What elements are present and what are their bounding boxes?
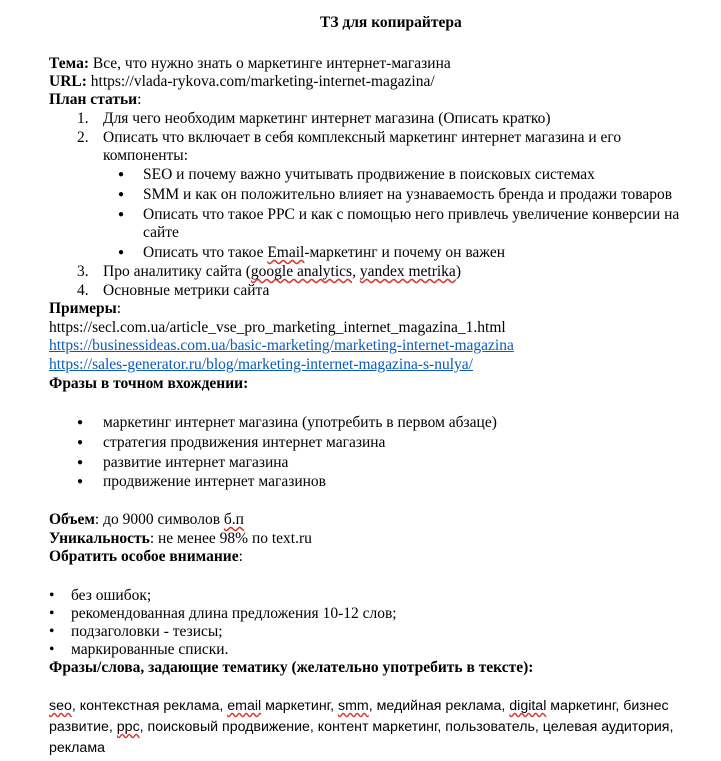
theme-word-email: email [227, 698, 262, 714]
plan-item-1-number: 1. [77, 110, 89, 127]
topic-label: Тема: [49, 55, 89, 72]
plan-heading [49, 90, 141, 109]
topic-value: Все, что нужно знать о маркетинге интернет-магазина [89, 55, 451, 72]
theme-word-seo: seo [49, 698, 72, 714]
plan-item-3-a: Про аналитику сайта ( [103, 263, 251, 280]
exact-phrase-1: маркетинг интернет магазина (употребить в первом абзаце) [103, 414, 497, 431]
exact-phrase-4: продвижение интернет магазинов [103, 473, 326, 490]
theme-text-1: , контекстная реклама, [71, 698, 228, 714]
example-link-3[interactable]: https://sales-generator.ru/blog/marketing-internet-magazina-s-nulya/ [49, 356, 473, 373]
plan-item-3-google: google analytics [250, 263, 353, 280]
theme-text-4: маркетинг, бизнес [546, 698, 669, 714]
example-url-1: https://secl.com.ua/article_vse_pro_marketing_internet_magazina_1.html [49, 319, 506, 336]
exact-phrase-2: стратегия продвижения интернет магазина [103, 434, 386, 451]
attention-item-4: маркированные списки. [71, 641, 229, 658]
volume-label: Объем [49, 511, 95, 528]
theme-text-2: маркетинг, [261, 698, 338, 714]
attention-bullet-2: • [49, 605, 55, 622]
theme-words-line-3: реклама [49, 740, 105, 756]
theme-text-3: , медийная реклама, [368, 698, 510, 714]
theme-word-smm: smm [338, 698, 369, 714]
sub-item-email-c: -маркетинг и почему он важен [304, 244, 505, 261]
plan-item-2-number: 2. [77, 129, 89, 146]
exact-phrases-heading: Фразы в точном вхождении: [49, 375, 249, 392]
plan-label: План статьи [49, 91, 138, 108]
volume-unit: б.п [223, 511, 244, 528]
attention-item-3: подзаголовки - тезисы; [71, 623, 223, 640]
attention-bullet-3: • [49, 623, 55, 640]
url-label: URL: [49, 73, 87, 90]
uniqueness-label: Уникальность [49, 530, 150, 547]
sub-item-ppc: Описать что такое PPC и как с помощью него привлечь увеличение конверсии на [143, 206, 680, 223]
sub-item-ppc-cont: сайте [143, 224, 179, 241]
sub-item-email-a: Описать что такое [143, 244, 268, 261]
plan-item-3-c: , [352, 263, 360, 280]
sub-item-email [143, 243, 505, 262]
sub-item-smm: SMM и как он положительно влияет на узнаваемость бренда и продажи товаров [143, 186, 673, 203]
examples-colon: : [116, 300, 122, 317]
attention-heading [49, 547, 243, 566]
plan-item-4-number: 4. [77, 282, 89, 299]
theme-text-6: , поисковый продвижение, контент маркетинг, пользователь, целевая аудитория, [139, 719, 674, 735]
examples-label: Примеры [49, 300, 117, 317]
plan-item-3-yandex: yandex metrika [359, 263, 456, 280]
plan-item-1: Для чего необходим маркетинг интернет магазина (Описать кратко) [103, 110, 551, 127]
sub-item-seo: SEO и почему важно учитывать продвижение в поисковых системах [143, 166, 595, 183]
volume-value: : до 9000 символов [94, 511, 224, 528]
volume-line [49, 510, 244, 529]
attention-item-2: рекомендованная длина предложения 10-12 слов; [71, 605, 397, 622]
theme-words-heading: Фразы/слова, задающие тематику (желательно употребить в тексте): [49, 659, 534, 676]
plan-colon: : [137, 91, 142, 108]
theme-words-line-1 [49, 697, 669, 716]
exact-phrase-3: развитие интернет магазина [103, 454, 289, 471]
theme-word-digital: digital [509, 698, 547, 714]
document-title: ТЗ для копирайтера [320, 14, 462, 31]
examples-heading [49, 299, 121, 318]
attention-colon: : [238, 548, 243, 565]
attention-item-1: без ошибок; [71, 587, 152, 604]
attention-bullet-1: • [49, 587, 55, 604]
plan-item-3-number: 3. [77, 263, 89, 280]
theme-words-line-2 [49, 718, 673, 737]
uniqueness-value: : не менее 98% по text.ru [149, 530, 312, 547]
plan-item-3-e: ) [455, 263, 461, 280]
topic-line [49, 54, 451, 73]
url-line [49, 72, 435, 91]
attention-label: Обратить особое внимание [49, 548, 239, 565]
example-link-2[interactable]: https://businessideas.com.ua/basic-marketing/marketing-internet-magazina [49, 337, 514, 354]
plan-item-2-cont: компоненты: [103, 147, 189, 164]
url-value: https://vlada-rykova.com/marketing-internet-magazina/ [86, 73, 435, 90]
uniqueness-line [49, 529, 312, 548]
theme-text-5: развитие, [49, 719, 117, 735]
plan-item-3 [103, 262, 461, 281]
plan-item-4: Основные метрики сайта [103, 282, 270, 299]
plan-item-2: Описать что включает в себя комплексный маркетинг интернет магазина и его [103, 129, 622, 146]
theme-word-ppc: ppc [116, 719, 140, 735]
attention-bullet-4: • [49, 641, 55, 658]
sub-item-email-word: Email [267, 244, 305, 261]
